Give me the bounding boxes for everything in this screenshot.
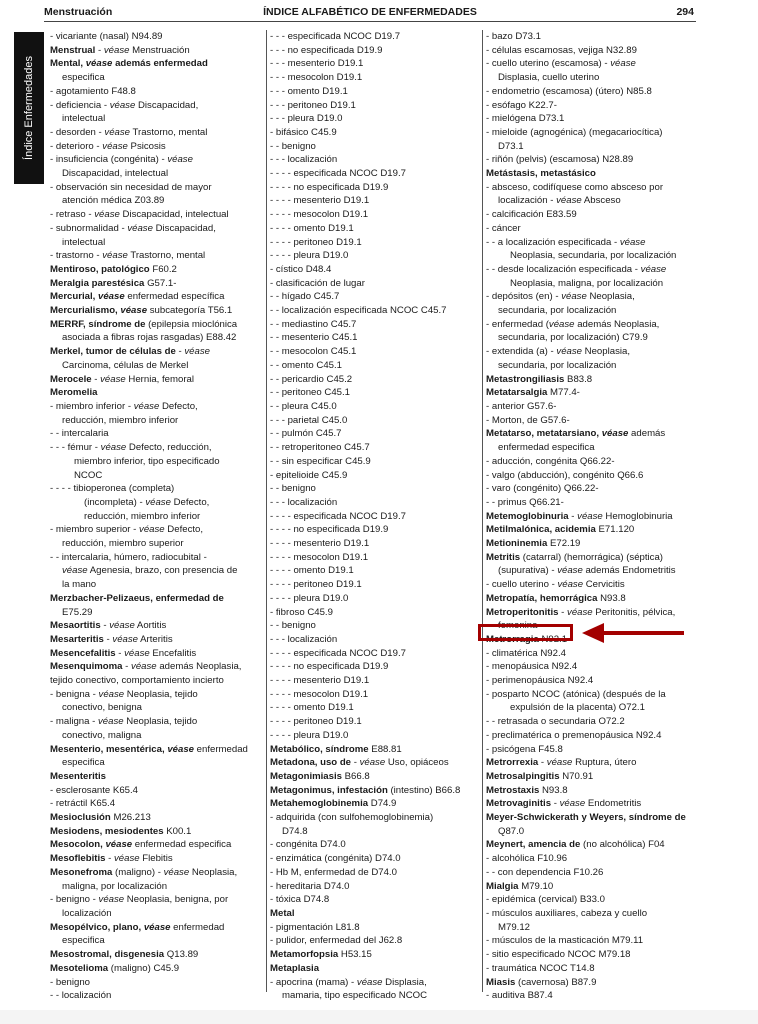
- index-entry: Mesarteritis - véase Arteritis: [50, 633, 173, 645]
- index-entry: Merzbacher-Pelizaeus, enfermedad de: [50, 592, 224, 604]
- index-entry: - alcohólica F10.96: [486, 853, 568, 865]
- index-entry: Metilmalónica, acidemia E71.120: [486, 524, 635, 536]
- index-entry: - - - - omento D19.1: [270, 222, 354, 234]
- index-entry: Merocele - véase Hernia, femoral: [50, 373, 194, 385]
- index-entry: - enfermedad (véase además Neoplasia,: [486, 318, 660, 330]
- index-entry: Meralgia parestésica G57.1-: [50, 277, 177, 289]
- index-entry: - benigno: [50, 976, 91, 988]
- index-entry: - riñón (pelvis) (escamosa) N28.89: [486, 154, 634, 166]
- index-entry: - - desde localización especificada - véase: [486, 263, 667, 275]
- index-entry: - anterior G57.6-: [486, 400, 557, 412]
- index-entry: - - - especificada NCOC D19.7: [270, 31, 401, 42]
- index-entry: Mesenterio, mesentérica, véase enfermedad: [50, 743, 248, 755]
- running-head-section: Menstruación: [44, 6, 113, 18]
- index-entry: Menstrual - véase Menstruación: [50, 44, 190, 56]
- index-entry: - preclimatérica o premenopáusica N92.4: [486, 729, 662, 741]
- index-entry: Metagonimus, infestación (intestino) B66.8: [270, 784, 461, 796]
- index-entry: - - - - especificada NCOC D19.7: [270, 510, 406, 522]
- index-entry: - - - - omento D19.1: [270, 565, 354, 577]
- index-entry: secundaria, por localización: [498, 305, 617, 317]
- index-entry: - - - no especificada D19.9: [270, 44, 383, 56]
- index-entry: Metrostaxis N93.8: [486, 784, 568, 796]
- index-entry: Mesocolon, véase enfermedad especifica: [50, 839, 232, 851]
- index-entry: - valgo (abducción), congénito Q66.6: [486, 469, 644, 481]
- index-entry: - - pulmón C45.7: [270, 428, 342, 440]
- index-entry: especifica: [62, 72, 105, 84]
- index-entry: - sitio especificado NCOC M79.18: [486, 949, 631, 961]
- page-number: 294: [676, 6, 694, 18]
- index-entry: localización - véase Absceso: [498, 195, 621, 207]
- index-entry: - traumática NCOC T14.8: [486, 962, 595, 974]
- index-entry: - benigno - véase Neoplasia, benigna, por: [50, 894, 229, 906]
- side-tab-label: Índice Enfermedades: [23, 56, 35, 160]
- index-entry: - - - omento D19.1: [270, 85, 348, 97]
- index-entry: - miembro inferior - véase Defecto,: [50, 400, 198, 412]
- index-entry: - - - - peritoneo D19.1: [270, 579, 362, 591]
- index-entry: Displasia, cuello uterino: [498, 72, 600, 84]
- index-entry: - insuficiencia (congénita) - véase: [50, 154, 193, 166]
- index-entry: Metritis (catarral) (hemorrágica) (séptica): [486, 551, 664, 563]
- index-entry: - - mesenterio C45.1: [270, 332, 358, 344]
- index-entry: - bifásico C45.9: [270, 126, 337, 138]
- index-entry: Mental, véase además enfermedad: [50, 58, 208, 70]
- index-entry: Meynert, amencia de (no alcohólica) F04: [486, 839, 665, 851]
- index-column-2: [266, 30, 480, 1002]
- index-entry: - cístico D48.4: [270, 263, 332, 275]
- index-entry: - - - parietal C45.0: [270, 414, 348, 426]
- index-entry: - - - - no especificada D19.9: [270, 661, 389, 673]
- index-entry: Meromelia: [50, 387, 98, 399]
- index-entry: - - - - mesocolon D19.1: [270, 551, 369, 563]
- index-entry: reducción, miembro inferior: [62, 414, 179, 426]
- page-header: [44, 5, 696, 22]
- index-entry: - psicógena F45.8: [486, 743, 563, 755]
- index-entry: intelectual: [62, 236, 106, 248]
- index-entry: - vicariante (nasal) N94.89: [50, 31, 163, 42]
- index-entry: la mano: [62, 579, 97, 591]
- index-column-1: [50, 30, 258, 1002]
- index-entry: - subnormalidad - véase Discapacidad,: [50, 222, 216, 234]
- index-entry: - - - - no especificada D19.9: [270, 524, 389, 536]
- index-entry: - pulidor, enfermedad del J62.8: [270, 935, 403, 947]
- index-entry: - - - - pleura D19.0: [270, 729, 349, 741]
- index-entry: Metrovaginitis - véase Endometritis: [486, 798, 642, 810]
- index-entry: Mesioclusión M26.213: [50, 812, 151, 824]
- index-entry: E75.29: [62, 606, 93, 618]
- index-entry: - - - localización: [270, 154, 338, 166]
- index-entry: - climatérica N92.4: [486, 647, 566, 659]
- index-entry: - - - - no especificada D19.9: [270, 181, 389, 193]
- index-entry: D73.1: [498, 140, 524, 152]
- index-entry: - - - mesocolon D19.1: [270, 72, 363, 84]
- index-column-3: [482, 30, 694, 1002]
- index-entry: - - intercalaria: [50, 428, 109, 440]
- index-entry: - retraso - véase Discapacidad, intelectual: [50, 209, 229, 221]
- index-entry: Mentiroso, patológico F60.2: [50, 263, 177, 275]
- index-entry: intelectual: [62, 113, 106, 125]
- index-entry: - - - fémur - véase Defecto, reducción,: [50, 442, 212, 454]
- index-entry: tejido conectivo, comportamiento incierto: [50, 675, 224, 687]
- index-entry: - - - - mesenterio D19.1: [270, 195, 370, 207]
- index-entry: - hereditaria D74.0: [270, 880, 350, 892]
- index-entry: femenina: [498, 620, 538, 632]
- index-entry: - cáncer: [486, 222, 521, 234]
- index-entry: Mesotelioma (maligno) C45.9: [50, 962, 180, 974]
- index-entry: - agotamiento F48.8: [50, 85, 136, 97]
- index-entry: Merkel, tumor de células de - véase: [50, 346, 210, 358]
- index-entry: - perimenopáusica N92.4: [486, 675, 594, 687]
- index-entry: - esófago K22.7-: [486, 99, 557, 111]
- index-entry: localización: [62, 908, 112, 919]
- index-entry: - - localización especificada NCOC C45.7: [270, 305, 447, 317]
- index-entry: - - - - mesenterio D19.1: [270, 538, 370, 550]
- pointer-arrow-icon: [580, 622, 690, 644]
- index-entry: Discapacidad, intelectual: [62, 168, 169, 180]
- index-entry: - - - pleura D19.0: [270, 113, 343, 125]
- index-entry: - endometrio (escamosa) (útero) N85.8: [486, 85, 652, 97]
- index-entry: Metástasis, metastásico: [486, 168, 596, 180]
- index-entry: - - sin especificar C45.9: [270, 455, 371, 467]
- index-entry: - - intercalaria, húmero, radiocubital -: [50, 551, 207, 563]
- index-entry: Metrorragia N92.1: [486, 633, 568, 645]
- index-side-tab: [14, 32, 44, 184]
- index-entry: véase Agenesia, brazo, con presencia de: [62, 565, 238, 577]
- index-entry: - retráctil K65.4: [50, 798, 116, 810]
- index-entry: Mesaortitis - véase Aortitis: [50, 620, 167, 632]
- index-entry: - - hígado C45.7: [270, 291, 340, 303]
- index-entry: - pigmentación L81.8: [270, 921, 360, 933]
- index-entry: - cuello uterino - véase Cervicitis: [486, 579, 625, 591]
- index-entry: - Hb M, enfermedad de D74.0: [270, 866, 397, 878]
- index-entry: - músculos de la masticación M79.11: [486, 935, 644, 947]
- index-entry: - - - - peritoneo D19.1: [270, 236, 362, 248]
- page-bottom-strip: [0, 1010, 758, 1024]
- index-entry: Metamorfopsia H53.15: [270, 949, 372, 961]
- index-entry: - - retrasada o secundaria O72.2: [486, 716, 625, 728]
- index-entry: Metioninemia E72.19: [486, 538, 581, 550]
- index-entry: - miembro superior - véase Defecto,: [50, 524, 204, 536]
- index-entry: - bazo D73.1: [486, 31, 541, 42]
- index-entry: - posparto NCOC (atónica) (después de la: [486, 688, 666, 700]
- index-entry: - observación sin necesidad de mayor: [50, 181, 212, 193]
- index-entry: Miasis (cavernosa) B87.9: [486, 976, 597, 988]
- index-entry: M79.12: [498, 921, 530, 933]
- index-entry: Mesoflebitis - véase Flebitis: [50, 853, 173, 865]
- index-entry: - - - - mesenterio D19.1: [270, 675, 370, 687]
- index-entry: - deficiencia - véase Discapacidad,: [50, 99, 199, 111]
- index-entry: - - benigno: [270, 483, 316, 495]
- index-entry: - congénita D74.0: [270, 839, 346, 851]
- index-entry: - - - - peritoneo D19.1: [270, 716, 362, 728]
- index-entry: miembro inferior, tipo especificado: [74, 455, 220, 467]
- index-entry: Mesiodens, mesiodentes K00.1: [50, 825, 192, 837]
- index-entry: - - con dependencia F10.26: [486, 866, 604, 878]
- index-entry: - - - - mesocolon D19.1: [270, 688, 369, 700]
- index-entry: Metroperitonitis - véase Peritonitis, pélvica,: [486, 606, 676, 618]
- index-entry: - deterioro - véase Psicosis: [50, 140, 166, 152]
- index-entry: - epidémica (cervical) B33.0: [486, 894, 605, 906]
- index-entry: - - - localización: [270, 496, 338, 508]
- index-entry: - - a localización especificada - véase: [486, 236, 646, 248]
- index-entry: - mielógena D73.1: [486, 113, 565, 125]
- index-entry: Metaplasia: [270, 962, 320, 974]
- index-entry: Mercurial, véase enfermedad específica: [50, 291, 225, 303]
- index-entry: Metal: [270, 908, 295, 919]
- index-entry: enfermedad especifica: [498, 442, 595, 454]
- index-entry: - desorden - véase Trastorno, mental: [50, 126, 208, 138]
- index-entry: reducción, miembro superior: [62, 538, 184, 550]
- index-entry: Metahemoglobinemia D74.9: [270, 798, 397, 810]
- index-entry: - - benigno: [270, 620, 316, 632]
- index-entry: Meyer-Schwickerath y Weyers, síndrome de: [486, 812, 686, 824]
- index-entry: - auditiva B87.4: [486, 990, 553, 1002]
- index-entry: conectivo, maligna: [62, 729, 142, 741]
- index-entry: - - benigno: [270, 140, 316, 152]
- index-entry: Mesenquimoma - véase además Neoplasia,: [50, 661, 242, 673]
- index-entry: - depósitos (en) - véase Neoplasia,: [486, 291, 635, 303]
- index-entry: - enzimática (congénita) D74.0: [270, 853, 401, 865]
- index-entry: - trastorno - véase Trastorno, mental: [50, 250, 206, 262]
- index-entry: - fibroso C45.9: [270, 606, 333, 618]
- index-entry: Mesostromal, disgenesia Q13.89: [50, 949, 199, 961]
- highlight-box: [478, 624, 573, 641]
- index-entry: - - primus Q66.21-: [486, 496, 564, 508]
- index-entry: - - - - mesocolon D19.1: [270, 209, 369, 221]
- index-entry: - calcificación E83.59: [486, 209, 577, 221]
- index-entry: - - - localización: [270, 633, 338, 645]
- index-entry: NCOC: [74, 469, 103, 481]
- index-entry: conectivo, benigna: [62, 702, 143, 714]
- index-entry: (incompleta) - véase Defecto,: [84, 496, 210, 508]
- index-entry: (supurativa) - véase además Endometritis: [498, 565, 676, 577]
- index-entry: Mesopélvico, plano, véase enfermedad: [50, 921, 225, 933]
- index-entry: - - - - especificada NCOC D19.7: [270, 168, 406, 180]
- index-entry: - tóxica D74.8: [270, 894, 330, 906]
- index-entry: Mercurialismo, véase subcategoría T56.1: [50, 305, 233, 317]
- index-entry: expulsión de la placenta) O72.1: [510, 702, 645, 714]
- index-entry: - - - - especificada NCOC D19.7: [270, 647, 406, 659]
- index-entry: - - - mesenterio D19.1: [270, 58, 364, 70]
- index-entry: - - - - tibioperonea (completa): [50, 483, 175, 495]
- index-entry: MERRF, síndrome de (epilepsia mioclónica: [50, 318, 238, 330]
- index-entry: - aducción, congénita Q66.22-: [486, 455, 615, 467]
- index-entry: Metatarsalgia M77.4-: [486, 387, 580, 399]
- index-entry: - cuello uterino (escamosa) - véase: [486, 58, 636, 70]
- index-entry: - células escamosas, vejiga N32.89: [486, 44, 637, 56]
- index-entry: - maligna - véase Neoplasia, tejido: [50, 716, 198, 728]
- index-entry: Neoplasia, maligna, por localización: [510, 277, 664, 289]
- index-entry: mamaria, tipo especificado NCOC: [282, 990, 428, 1002]
- index-entry: maligna, por localización: [62, 880, 168, 892]
- index-entry: - mieloide (agnogénica) (megacariocítica): [486, 126, 663, 138]
- index-entry: Metastrongiliasis B83.8: [486, 373, 593, 385]
- index-entry: Metadona, uso de - véase Uso, opiáceos: [270, 757, 449, 769]
- index-entry: - - mesocolon C45.1: [270, 346, 357, 358]
- index-entry: - - peritoneo C45.1: [270, 387, 350, 399]
- index-entry: - - pleura C45.0: [270, 400, 337, 412]
- index-entry: - clasificación de lugar: [270, 277, 365, 289]
- index-entry: especifica: [62, 935, 105, 947]
- index-entry: Carcinoma, células de Merkel: [62, 359, 189, 371]
- index-entry: especifica: [62, 757, 105, 769]
- index-entry: - músculos auxiliares, cabeza y cuello: [486, 908, 648, 919]
- index-entry: Metrorrexia - véase Ruptura, útero: [486, 757, 637, 769]
- index-entry: - - mediastino C45.7: [270, 318, 357, 330]
- index-entry: Neoplasia, secundaria, por localización: [510, 250, 677, 262]
- index-entry: Metropatía, hemorrágica N93.8: [486, 592, 626, 604]
- index-entry: secundaria, por localización: [498, 359, 617, 371]
- index-entry: Metabólico, síndrome E88.81: [270, 743, 402, 755]
- index-entry: D74.8: [282, 825, 308, 837]
- index-entry: - menopáusica N92.4: [486, 661, 578, 673]
- index-entry: Mialgia M79.10: [486, 880, 554, 892]
- index-entry: asociada a fibras rojas rasgadas) E88.42: [62, 332, 237, 344]
- index-entry: reducción, miembro inferior: [84, 510, 201, 522]
- index-entry: - absceso, codifíquese como absceso por: [486, 181, 664, 193]
- index-entry: Metagonimiasis B66.8: [270, 770, 370, 782]
- index-entry: Metrosalpingitis N70.91: [486, 770, 594, 782]
- index-entry: - extendida (a) - véase Neoplasia,: [486, 346, 630, 358]
- index-entry: - benigna - véase Neoplasia, tejido: [50, 688, 198, 700]
- index-entry: - - - peritoneo D19.1: [270, 99, 356, 111]
- index-entry: - epitelioide C45.9: [270, 469, 348, 481]
- index-entry: - - retroperitoneo C45.7: [270, 442, 370, 454]
- index-entry: - varo (congénito) Q66.22-: [486, 483, 599, 495]
- index-entry: Metatarso, metatarsiano, véase además: [486, 428, 666, 440]
- index-entry: Q87.0: [498, 825, 525, 837]
- index-entry: - - localización: [50, 990, 112, 1002]
- index-entry: - - - - omento D19.1: [270, 702, 354, 714]
- index-entry: - apocrina (mama) - véase Displasia,: [270, 976, 427, 988]
- index-entry: secundaria, por localización) C79.9: [498, 332, 648, 344]
- index-entry: - - omento C45.1: [270, 359, 342, 371]
- index-entry: atención médica Z03.89: [62, 195, 165, 207]
- index-entry: Metemoglobinuria - véase Hemoglobinuria: [486, 510, 673, 522]
- index-entry: - - - - pleura D19.0: [270, 592, 349, 604]
- index-entry: - - pericardio C45.2: [270, 373, 353, 385]
- index-entry: Mesenteritis: [50, 770, 106, 782]
- index-entry: - esclerosante K65.4: [50, 784, 138, 796]
- running-head-title: ÍNDICE ALFABÉTICO DE ENFERMEDADES: [263, 6, 477, 18]
- index-entry: Mesencefalitis - véase Encefalitis: [50, 647, 197, 659]
- index-entry: - - - - pleura D19.0: [270, 250, 349, 262]
- index-entry: - adquirida (con sulfohemoglobinemia): [270, 812, 434, 824]
- index-entry: Mesonefroma (maligno) - véase Neoplasia,: [50, 866, 238, 878]
- index-entry: - Morton, de G57.6-: [486, 414, 570, 426]
